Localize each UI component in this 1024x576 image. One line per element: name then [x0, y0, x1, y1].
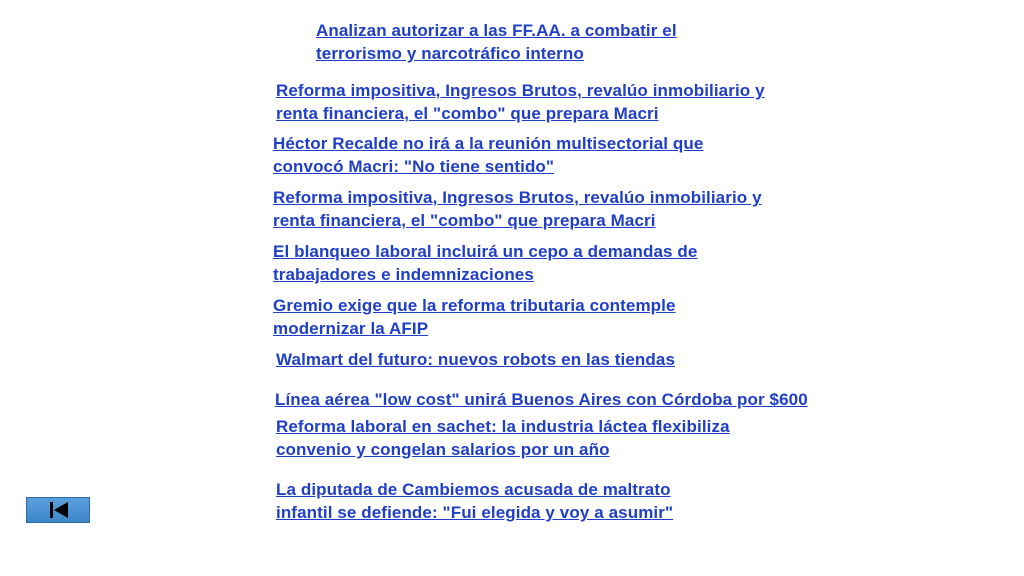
headline-line: Reforma impositiva, Ingresos Brutos, revalúo inmobiliario y [273, 188, 762, 207]
skip-back-icon [48, 501, 70, 519]
headline-link-9[interactable] [276, 415, 730, 461]
headline-line: Gremio exige que la reforma tributaria contemple [273, 296, 676, 315]
headline-link-10[interactable] [276, 478, 673, 524]
headline-line: renta financiera, el "combo" que prepara Macri [273, 211, 656, 230]
headline-line: Walmart del futuro: nuevos robots en las tiendas [276, 350, 676, 369]
headline-link-4[interactable] [273, 186, 762, 232]
headline-line: Reforma impositiva, Ingresos Brutos, revalúo inmobiliario y [276, 81, 765, 100]
headline-line: terrorismo y narcotráfico interno [316, 44, 584, 63]
headline-link-6[interactable] [273, 294, 676, 340]
headline-line: Analizan autorizar a las FF.AA. a combatir el [316, 21, 677, 40]
headline-link-3[interactable] [273, 132, 703, 178]
headline-line: convocó Macri: "No tiene sentido" [273, 157, 555, 176]
headline-line: modernizar la AFIP [273, 319, 429, 338]
headline-link-1[interactable] [316, 19, 677, 65]
headline-link-5[interactable] [273, 240, 697, 286]
headline-line: La diputada de Cambiemos acusada de maltrato [276, 480, 671, 499]
headline-line: Reforma laboral en sachet: la industria láctea flexibiliza [276, 417, 730, 436]
headline-line: infantil se defiende: "Fui elegida y voy a asumir" [276, 503, 674, 522]
headline-line: Héctor Recalde no irá a la reunión multisectorial que [273, 134, 704, 153]
headline-link-8[interactable] [275, 388, 808, 411]
headline-line: Línea aérea "low cost" unirá Buenos Aires con Córdoba por $600 [275, 390, 808, 409]
back-to-start-button[interactable] [26, 497, 90, 523]
headline-link-2[interactable] [276, 79, 765, 125]
headline-line: El blanqueo laboral incluirá un cepo a demandas de [273, 242, 698, 261]
headline-line: trabajadores e indemnizaciones [273, 265, 534, 284]
headline-link-7[interactable] [276, 348, 675, 371]
headline-line: convenio y congelan salarios por un año [276, 440, 610, 459]
headline-line: renta financiera, el "combo" que prepara Macri [276, 104, 659, 123]
